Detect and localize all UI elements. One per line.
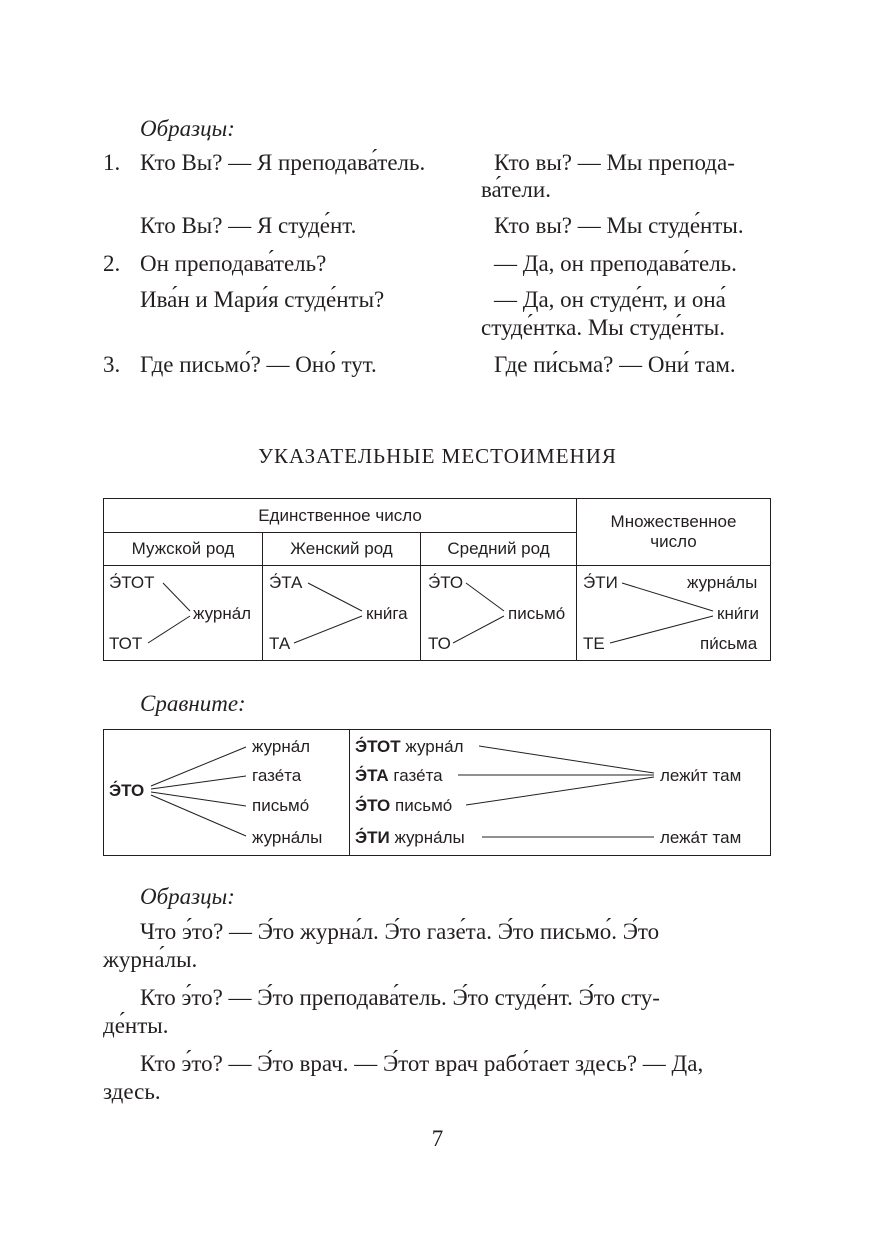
noun-fem: кни́га: [366, 604, 408, 623]
sample-number-2: 2.: [103, 251, 121, 276]
connector-line: [151, 776, 246, 789]
sample-left: Он преподава́тель?: [140, 251, 327, 276]
paragraph-line: журна́лы.: [103, 947, 198, 972]
compare-noun: газе́та: [252, 766, 302, 785]
pronoun-fem-bottom: ТА: [269, 634, 291, 653]
paragraph-line: де́нты.: [103, 1013, 169, 1038]
samples-title: Образцы:: [140, 116, 235, 141]
noun-plural-2: кни́ги: [717, 604, 760, 623]
sample-right-cont: студе́нтка. Мы студе́нты.: [481, 315, 725, 340]
connector-line: [479, 746, 654, 773]
compare-phrase-noun: газе́та: [393, 766, 443, 785]
sample-left: Где письмо́? — Оно́ тут.: [140, 352, 377, 377]
paragraph-line: здесь.: [103, 1079, 161, 1104]
compare-phrase-noun: журна́лы: [394, 828, 465, 847]
plural-header-line1: Множественное: [610, 512, 737, 531]
noun-neut: письмо́: [508, 604, 566, 623]
sample-number-1: 1.: [103, 150, 121, 175]
page-number: 7: [431, 1126, 444, 1151]
sample-right: Где пи́сьма? — Они́ там.: [494, 352, 736, 377]
connector-line: [151, 795, 246, 836]
pronoun-masc-top: Э́ТОТ: [109, 573, 155, 592]
pronoun-fem-top: Э́ТА: [269, 573, 303, 592]
masculine-header: Мужской род: [104, 533, 263, 566]
compare-noun: письмо́: [252, 796, 310, 815]
compare-phrase-noun: журна́л: [405, 737, 464, 756]
compare-noun: журна́лы: [252, 828, 323, 847]
sample-left: Ива́н и Мари́я студе́нты?: [140, 287, 385, 312]
sample-right-cont: ва́тели.: [481, 177, 551, 202]
compare-pronoun: Э́ТИ: [355, 828, 390, 847]
compare-title: Сравните:: [140, 691, 246, 716]
sample-left: Кто Вы? — Я преподава́тель.: [140, 150, 426, 175]
pronoun-neut-bottom: ТО: [428, 634, 451, 653]
plural-header-line2: число: [650, 532, 697, 551]
pronoun-neut-top: Э́ТО: [428, 573, 464, 592]
sample-right: Кто вы? — Мы препода-: [494, 150, 735, 175]
lies-singular: лежи́т там: [660, 766, 742, 785]
connector-line: [466, 777, 654, 805]
paragraph-line: Что э́то? — Э́то журна́л. Э́то газе́та. Э́то письмо́. Э́то: [140, 919, 660, 944]
compare-phrase-noun: письмо́: [395, 796, 453, 815]
noun-plural-1: журна́лы: [687, 573, 758, 592]
samples-title-2: Образцы:: [140, 884, 235, 909]
compare-pronoun: Э́ТОТ: [355, 737, 401, 756]
section-heading: УКАЗАТЕЛЬНЫЕ МЕСТОИМЕНИЯ: [258, 444, 617, 468]
compare-pronoun: Э́ТО: [355, 796, 391, 815]
compare-noun: журна́л: [252, 737, 311, 756]
paragraph-line: Кто э́то? — Э́то преподава́тель. Э́то студе́нт. Э́то сту-: [140, 985, 660, 1010]
sample-right: Кто вы? — Мы студе́нты.: [494, 213, 744, 238]
sample-right: — Да, он студе́нт, и она́: [494, 287, 726, 312]
connector-line: [151, 792, 246, 806]
noun-plural-3: пи́сьма: [700, 634, 758, 653]
neuter-header: Средний род: [421, 533, 577, 566]
compare-left-word: Э́ТО: [109, 781, 145, 800]
pronoun-masc-bottom: ТОТ: [109, 634, 143, 653]
sample-right: — Да, он преподава́тель.: [494, 251, 737, 276]
pronoun-plural-bottom: ТЕ: [583, 634, 605, 653]
lies-plural: лежа́т там: [660, 828, 742, 847]
noun-masc: журна́л: [193, 604, 252, 623]
compare-pronoun: Э́ТА: [355, 766, 389, 785]
connector-line: [151, 747, 246, 786]
singular-header: Единственное число: [104, 499, 577, 533]
pronoun-plural-top: Э́ТИ: [583, 573, 618, 592]
paragraph-line: Кто э́то? — Э́то врач. — Э́тот врач рабо́тает здесь? — Да,: [140, 1051, 704, 1076]
sample-left: Кто Вы? — Я студе́нт.: [140, 213, 357, 238]
sample-number-3: 3.: [103, 352, 121, 377]
feminine-header: Женский род: [263, 533, 421, 566]
